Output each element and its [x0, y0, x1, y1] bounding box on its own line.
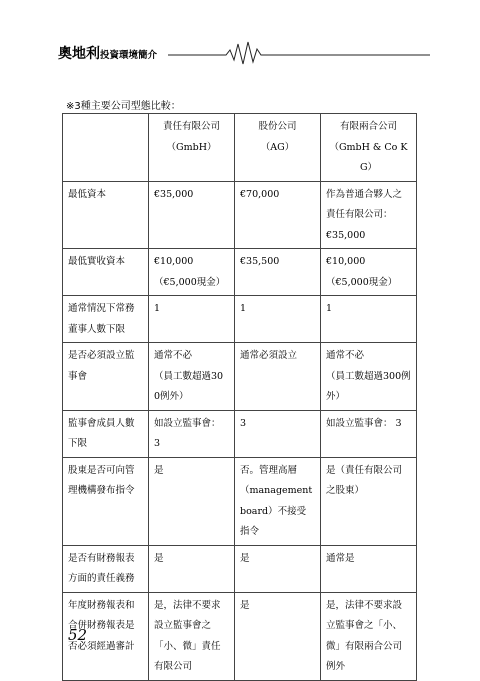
table-row: [63, 181, 417, 249]
table-cell: 最低實收資本: [63, 249, 149, 296]
table-row: [63, 296, 417, 343]
table-cell: 1: [235, 296, 321, 343]
table-row: [63, 343, 417, 411]
table-header-cell: 有限兩合公司 （GmbH & Co KG）: [321, 114, 417, 182]
table-cell: 如設立監事會： 3: [149, 410, 235, 457]
table-cell: 是: [235, 545, 321, 592]
intro-text: ※3種主要公司型態比較：: [66, 101, 181, 112]
table-cell: 如設立監事會： 3: [321, 410, 417, 457]
table-cell: €10,000 （€5,000現金）: [149, 249, 235, 296]
table-cell: 3: [235, 410, 321, 457]
table-cell: 1: [321, 296, 417, 343]
header-title-sub: 投資環境簡介: [100, 50, 158, 61]
table-row: [63, 410, 417, 457]
table-cell: 作為普通合夥人之責任有限公司： €35,000: [321, 181, 417, 249]
header-title-main: 奧地利: [58, 46, 100, 62]
table-cell: 是: [235, 592, 321, 680]
table-cell: 通常是: [321, 545, 417, 592]
table-cell: 是（責任有限公司之股東）: [321, 457, 417, 545]
table-header-row: [63, 114, 417, 182]
table-cell: 是: [149, 545, 235, 592]
table-cell: 最低資本: [63, 181, 149, 249]
table-row: [63, 249, 417, 296]
header-title: [58, 43, 157, 63]
page-number: 52: [68, 626, 88, 644]
table-cell: 通常不必 （員工數超過300例外）: [321, 343, 417, 411]
company-comparison-table: [62, 113, 417, 681]
table-header-cell: [63, 114, 149, 182]
table-cell: €10,000 （€5,000現金）: [321, 249, 417, 296]
table-cell: 是，法律不要求設立監事會之「小、微」責任有限公司: [149, 592, 235, 680]
table-cell: 否。管理高層（management board）不接受指令: [235, 457, 321, 545]
table-cell: €35,000: [149, 181, 235, 249]
table-cell: 1: [149, 296, 235, 343]
table-cell: 是，法律不要求設立監事會之「小、微」有限兩合公司例外: [321, 592, 417, 680]
page-header: [58, 38, 430, 68]
table-cell: 通常必須設立: [235, 343, 321, 411]
table-row: [63, 457, 417, 545]
table-row: [63, 592, 417, 680]
table-cell: 年度財務報表和合併財務報表是否必須經過審計: [63, 592, 149, 680]
table-body: [63, 114, 417, 681]
table-cell: 通常不必 （員工數超過300例外）: [149, 343, 235, 411]
table-cell: 股東是否可向管理機構發布指令: [63, 457, 149, 545]
table-cell: €35,500: [235, 249, 321, 296]
table-cell: 是否必須設立監事會: [63, 343, 149, 411]
table-header-cell: 責任有限公司 （GmbH）: [149, 114, 235, 182]
table-cell: 是否有財務報表方面的責任義務: [63, 545, 149, 592]
table-row: [63, 545, 417, 592]
table-cell: €70,000: [235, 181, 321, 249]
table-cell: 監事會成員人數下限: [63, 410, 149, 457]
table-header-cell: 股份公司 （AG）: [235, 114, 321, 182]
table-cell: 是: [149, 457, 235, 545]
table-cell: 通常情況下常務董事人數下限: [63, 296, 149, 343]
